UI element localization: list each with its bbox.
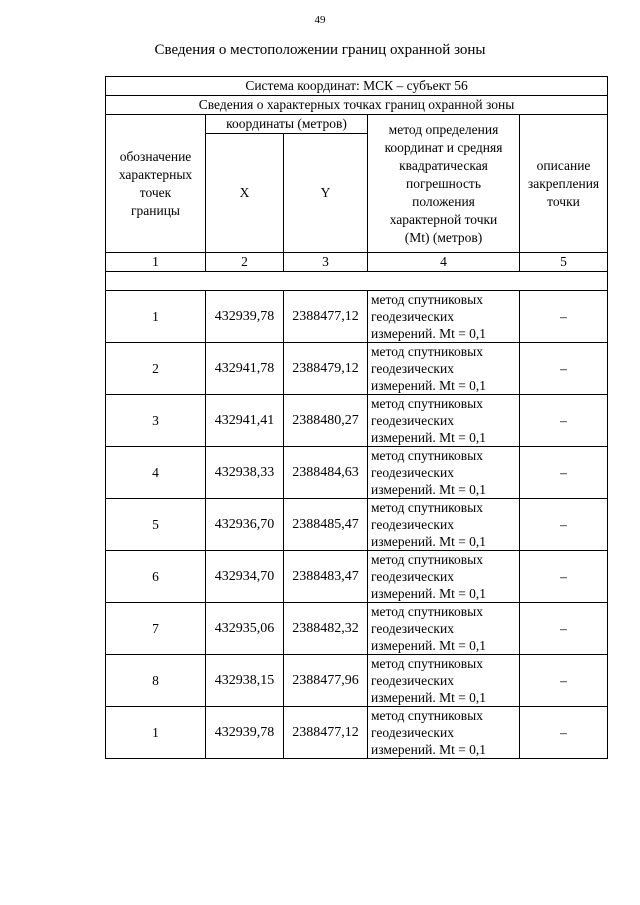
column-number: 4	[368, 253, 520, 272]
point-fixing-description: –	[520, 499, 608, 551]
column-number: 1	[106, 253, 206, 272]
method-line: геодезических	[371, 361, 454, 376]
header-line: точек	[139, 184, 172, 200]
header-line: положения	[412, 193, 475, 209]
header-line: границы	[130, 202, 181, 218]
method-line: метод спутниковых	[371, 396, 483, 411]
table-row	[106, 291, 608, 343]
method-line: метод спутниковых	[371, 708, 483, 723]
header-line: точки	[547, 193, 580, 209]
column-number: 3	[284, 253, 368, 272]
header-line: обозначение	[119, 148, 192, 164]
table-row	[106, 551, 608, 603]
coordinate-y: 2388485,47	[284, 499, 368, 551]
empty-separator-row	[106, 272, 608, 291]
method-description	[368, 655, 520, 707]
column-number: 2	[206, 253, 284, 272]
method-description	[368, 707, 520, 759]
header-line: характерных	[118, 166, 193, 182]
coordinate-y: 2388483,47	[284, 551, 368, 603]
method-line: измерений. Mt = 0,1	[371, 534, 487, 549]
method-line: геодезических	[371, 569, 454, 584]
point-designation: 1	[106, 707, 206, 759]
method-description	[368, 447, 520, 499]
method-line: метод спутниковых	[371, 604, 483, 619]
document-title: Сведения о местоположении границ охранной зоны	[154, 42, 486, 58]
coordinate-y: 2388479,12	[284, 343, 368, 395]
point-designation: 2	[106, 343, 206, 395]
method-description	[368, 343, 520, 395]
header-line: описание	[536, 157, 591, 173]
page-number: 49	[314, 14, 326, 26]
point-designation: 8	[106, 655, 206, 707]
header-x: X	[206, 134, 284, 253]
table-row	[106, 447, 608, 499]
header-description	[520, 115, 608, 253]
coordinate-x: 432935,06	[206, 603, 284, 655]
method-description	[368, 395, 520, 447]
header-line: погрешность	[405, 175, 481, 191]
point-designation: 4	[106, 447, 206, 499]
method-line: измерений. Mt = 0,1	[371, 638, 487, 653]
method-line: геодезических	[371, 465, 454, 480]
table-row	[106, 655, 608, 707]
table-row	[106, 603, 608, 655]
coordinate-y: 2388480,27	[284, 395, 368, 447]
coordinate-x: 432941,78	[206, 343, 284, 395]
method-line: геодезических	[371, 725, 454, 740]
coordinate-x: 432938,15	[206, 655, 284, 707]
point-designation: 3	[106, 395, 206, 447]
table-row	[106, 343, 608, 395]
header-line: метод определения	[388, 121, 499, 137]
header-line: квадратическая	[399, 157, 488, 173]
coordinate-x: 432939,78	[206, 707, 284, 759]
method-line: метод спутниковых	[371, 344, 483, 359]
method-description	[368, 603, 520, 655]
boundary-points-table	[105, 76, 608, 759]
method-line: измерений. Mt = 0,1	[371, 378, 487, 393]
point-designation: 1	[106, 291, 206, 343]
coordinate-y: 2388482,32	[284, 603, 368, 655]
header-coordinates: координаты (метров)	[206, 115, 368, 134]
method-line: измерений. Mt = 0,1	[371, 586, 487, 601]
header-designation	[106, 115, 206, 253]
point-fixing-description: –	[520, 447, 608, 499]
method-line: измерений. Mt = 0,1	[371, 430, 487, 445]
method-line: измерений. Mt = 0,1	[371, 742, 487, 757]
coordinate-y: 2388477,12	[284, 291, 368, 343]
header-line: координат и средняя	[384, 139, 503, 155]
method-line: геодезических	[371, 621, 454, 636]
method-line: измерений. Mt = 0,1	[371, 690, 487, 705]
column-number: 5	[520, 253, 608, 272]
point-fixing-description: –	[520, 551, 608, 603]
point-fixing-description: –	[520, 395, 608, 447]
method-line: геодезических	[371, 517, 454, 532]
header-line: закрепления	[527, 175, 600, 191]
method-line: метод спутниковых	[371, 448, 483, 463]
table-row	[106, 707, 608, 759]
coordinate-y: 2388477,12	[284, 707, 368, 759]
coordinate-y: 2388477,96	[284, 655, 368, 707]
coordinate-x: 432938,33	[206, 447, 284, 499]
point-fixing-description: –	[520, 603, 608, 655]
header-method	[368, 115, 520, 253]
section-title-header: Сведения о характерных точках границ охранной зоны	[106, 96, 608, 115]
point-fixing-description: –	[520, 291, 608, 343]
method-description	[368, 499, 520, 551]
method-description	[368, 291, 520, 343]
coordinate-y: 2388484,63	[284, 447, 368, 499]
method-description	[368, 551, 520, 603]
method-line: метод спутниковых	[371, 552, 483, 567]
method-line: метод спутниковых	[371, 656, 483, 671]
method-line: геодезических	[371, 309, 454, 324]
method-line: метод спутниковых	[371, 292, 483, 307]
coordinate-x: 432934,70	[206, 551, 284, 603]
header-y: Y	[284, 134, 368, 253]
coordinate-system-header: Система координат: МСК – субъект 56	[106, 77, 608, 96]
point-designation: 6	[106, 551, 206, 603]
method-line: измерений. Mt = 0,1	[371, 326, 487, 341]
point-fixing-description: –	[520, 707, 608, 759]
coordinate-x: 432939,78	[206, 291, 284, 343]
point-designation: 5	[106, 499, 206, 551]
table-row	[106, 395, 608, 447]
header-line: (Mt) (метров)	[404, 229, 483, 245]
coordinate-x: 432936,70	[206, 499, 284, 551]
point-fixing-description: –	[520, 343, 608, 395]
coordinate-x: 432941,41	[206, 395, 284, 447]
method-line: геодезических	[371, 673, 454, 688]
method-line: измерений. Mt = 0,1	[371, 482, 487, 497]
method-line: метод спутниковых	[371, 500, 483, 515]
point-designation: 7	[106, 603, 206, 655]
table-row	[106, 499, 608, 551]
header-line: характерной точки	[389, 211, 498, 227]
method-line: геодезических	[371, 413, 454, 428]
point-fixing-description: –	[520, 655, 608, 707]
